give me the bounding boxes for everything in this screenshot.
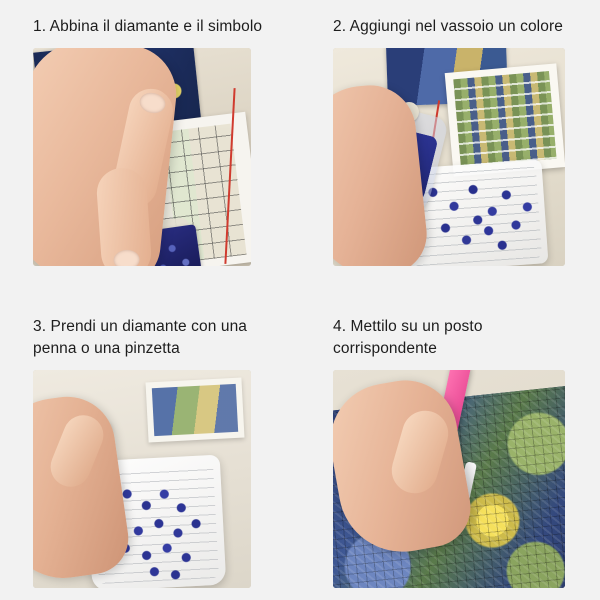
step-1-photo-inner [33, 48, 251, 266]
step-4-title: 4. Mettilo su un posto corrispondente [333, 318, 483, 357]
fingernail [138, 91, 168, 116]
middle-finger [95, 166, 153, 266]
reference-sheet [145, 378, 244, 443]
step-card-4 [300, 300, 600, 600]
color-legend-card [445, 63, 565, 176]
step-card-1 [0, 0, 300, 300]
step-3-photo-inner [33, 370, 251, 588]
legend-rows [453, 71, 556, 167]
step-1-photo [33, 48, 251, 266]
step-2-title: 2. Aggiungi nel vassoio un colore [333, 18, 563, 35]
step-card-2 [300, 0, 600, 300]
fingernail [113, 249, 140, 266]
step-card-3 [0, 300, 300, 600]
step-4-photo [333, 370, 565, 588]
step-1-title: 1. Abbina il diamante e il simbolo [33, 18, 263, 35]
step-2-photo-inner [333, 48, 565, 266]
step-4-photo-inner [333, 370, 565, 588]
step-2-photo [333, 48, 565, 266]
step-3-photo [33, 370, 251, 588]
step-3-title: 3. Prendi un diamante con una penna o una pinzetta [33, 318, 248, 357]
